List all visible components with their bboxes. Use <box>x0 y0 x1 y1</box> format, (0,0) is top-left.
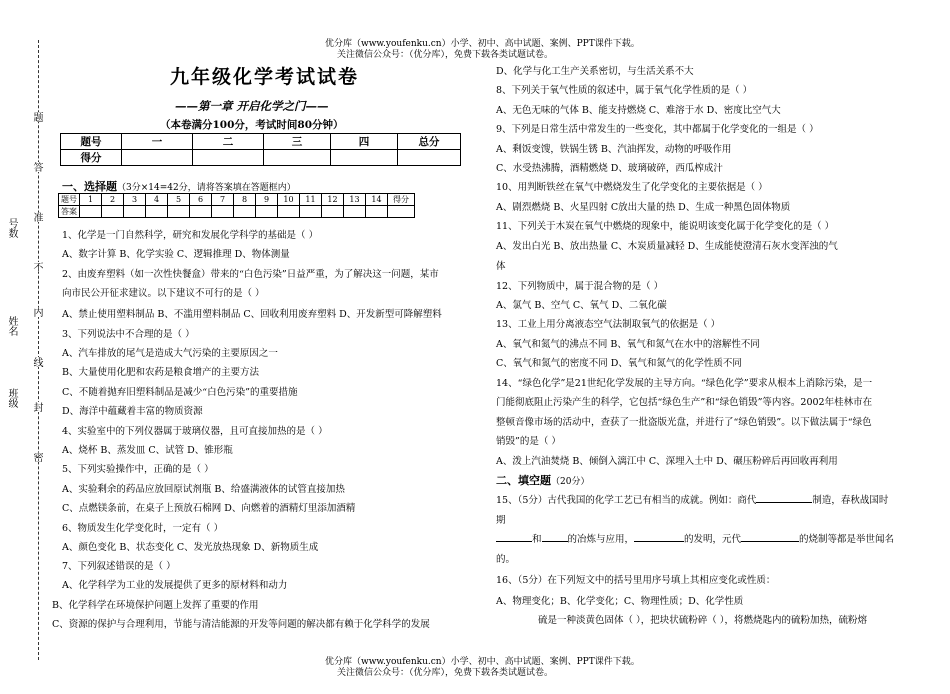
question-line: A、发出白光 B、放出热量 C、木炭质量减轻 D、生成能使澄清石灰水变浑浊的气 <box>496 241 838 252</box>
score-row-label: 得分 <box>61 150 122 166</box>
question-line: A、化学科学为工业的发展提供了更多的原材料和动力 <box>62 580 288 591</box>
page-title: 九年级化学考试试卷 <box>170 66 360 88</box>
question-line: A、汽车排放的尾气是造成大气污染的主要原因之一 <box>62 348 278 359</box>
question-line: 3、下列说法中不合理的是（ ） <box>62 329 195 340</box>
score-header-cell: 一 <box>122 134 193 150</box>
question-line: 销毁”的是（ ） <box>496 436 561 447</box>
seal-mark: 答 <box>31 162 42 172</box>
question-line: 7、下列叙述错误的是（ ） <box>62 561 176 572</box>
question-line: A、氧气和氮气的沸点不同 B、氧气和氮气在水中的溶解性不同 <box>496 339 760 350</box>
score-cell[interactable] <box>331 150 398 166</box>
question-line: 1、化学是一门自然科学，研究和发展化学科学的基础是（ ） <box>62 230 319 241</box>
question-line: A、烧杯 B、蒸发皿 C、试管 D、锥形瓶 <box>62 445 233 456</box>
seal-mark: 密 <box>31 452 42 462</box>
question-line: C、资源的保护与合理利用，节能与清洁能源的开发等问题的解决都有赖于化学科学的发展 <box>52 619 430 630</box>
answer-cell[interactable] <box>80 206 102 218</box>
question-line: 8、下列关于氧气性质的叙述中，属于氧气化学性质的是（ ） <box>496 85 753 96</box>
question-line: 5、下列实验操作中，正确的是（ ） <box>62 464 214 475</box>
question-line: D、海洋中蕴藏着丰富的物质资源 <box>62 406 203 417</box>
class-label: 班级 <box>6 388 17 408</box>
q16-line-2: A、物理变化；B、化学变化；C、物理性质；D、化学性质 <box>496 596 744 607</box>
question-line: A、剩饭变馊，铁锅生锈 B、汽油挥发，动物的呼吸作用 <box>496 144 732 155</box>
seal-mark: 不 <box>31 262 42 272</box>
answer-grid-cell: 4 <box>146 194 168 206</box>
exam-info: （本卷满分100分，考试时间80分钟） <box>160 119 344 131</box>
answer-cell[interactable] <box>322 206 344 218</box>
q15-blank-3[interactable] <box>542 532 568 542</box>
answer-grid-cell: 7 <box>212 194 234 206</box>
seal-mark: 题 <box>31 112 42 122</box>
question-line: 11、下列关于木炭在氧气中燃烧的现象中，能说明该变化属于化学变化的是（ ） <box>496 221 835 232</box>
answer-cell[interactable] <box>102 206 124 218</box>
answer-grid-cell: 11 <box>300 194 322 206</box>
student-name-label: 姓名 <box>6 316 17 336</box>
score-header-cell: 总分 <box>398 134 461 150</box>
question-line: A、实验剩余的药品应放回原试剂瓶 B、给盛满液体的试管直接加热 <box>62 484 345 495</box>
question-line: B、化学科学在环境保护问题上发挥了重要的作用 <box>52 600 259 611</box>
chapter-subtitle: ——第一章 开启化学之门—— <box>175 99 329 113</box>
section-1-note: （3分×14=42分，请将答案填在答题框内） <box>117 183 296 193</box>
answer-grid-header <box>59 194 415 206</box>
question-line: 14、“绿色化学”是21世纪化学发展的主导方向。“绿色化学”要求从根本上消除污染，是一 <box>496 378 873 389</box>
answer-cell[interactable] <box>300 206 322 218</box>
answer-grid-answer-row <box>59 206 415 218</box>
answer-grid-cell: 3 <box>124 194 146 206</box>
question-line: 向市民公开征求建议。以下建议不可行的是（ ） <box>62 288 265 299</box>
question-line: 门能彻底阻止污染产生的科学，它包括“绿色生产”和“绿色销毁”等内容。2002年桂林市在 <box>496 397 873 408</box>
answer-grid <box>58 193 415 218</box>
question-line: C、不随着抛弃旧塑料制品是减少“白色污染”的重要措施 <box>62 387 298 398</box>
answer-cell[interactable] <box>344 206 366 218</box>
question-line: A、剧烈燃烧 B、火星四射 C放出大量的热 D、生成一种黑色固体物质 <box>496 202 791 213</box>
answer-grid-cell: 12 <box>322 194 344 206</box>
answer-score-cell[interactable] <box>388 206 415 218</box>
q15-blank-1[interactable] <box>756 493 812 503</box>
question-line: C、点燃镁条前，在桌子上预放石棉网 D、向燃着的酒精灯里添加酒精 <box>62 503 356 514</box>
question-line: B、大量使用化肥和农药是粮食增产的主要方法 <box>62 367 259 378</box>
section-2-title: 二、填空题 <box>496 474 551 487</box>
section-1-heading <box>62 178 296 194</box>
seal-mark: 线 <box>31 357 42 367</box>
answer-cell[interactable] <box>168 206 190 218</box>
answer-grid-cell: 13 <box>344 194 366 206</box>
score-table-score-row <box>61 150 461 166</box>
answer-cell[interactable] <box>256 206 278 218</box>
question-line: 2、由废弃塑料（如一次性快餐盒）带来的“白色污染”日益严重，为了解决这一问题，某市 <box>62 269 439 280</box>
question-line: A、颜色变化 B、状态变化 C、发光放热现象 D、新物质生成 <box>62 542 319 553</box>
question-line: A、数字计算 B、化学实验 C、逻辑推理 D、物体测量 <box>62 249 290 260</box>
question-line: A、禁止使用塑料制品 B、不滥用塑料制品 C、回收利用废弃塑料 D、开发新型可降解塑料 <box>62 309 442 320</box>
q15-text: 制造，春秋战国时 <box>812 495 889 506</box>
q15-text: 的冶炼与应用， <box>567 534 635 545</box>
answer-grid-cell: 8 <box>234 194 256 206</box>
answer-cell[interactable] <box>234 206 256 218</box>
score-cell[interactable] <box>193 150 264 166</box>
q16-line-1: 16、（5分）在下列短文中的括号里用序号填上其相应变化或性质： <box>496 575 776 586</box>
answer-cell[interactable] <box>190 206 212 218</box>
question-line: 体 <box>496 261 506 272</box>
q16-line-3: 硫是一种淡黄色固体（ ），把块状硫粉碎（ ），将燃烧匙内的硫粉加热，硫粉熔 <box>538 615 868 626</box>
score-cell[interactable] <box>122 150 193 166</box>
answer-cell[interactable] <box>146 206 168 218</box>
q15-line-4: 的。 <box>496 554 516 565</box>
q15-text: 15、（5分）古代我国的化学工艺已有相当的成就。例如：商代 <box>496 495 757 506</box>
answer-grid-row-label: 答案 <box>59 206 80 218</box>
section-1-title: 一、选择题 <box>62 180 117 193</box>
question-line: D、化学与化工生产关系密切，与生活关系不大 <box>496 66 694 77</box>
binding-line <box>38 40 39 660</box>
answer-grid-cell: 10 <box>278 194 300 206</box>
q15-text: 的发明，元代 <box>684 534 742 545</box>
question-line: 12、下列物质中，属于混合物的是（ ） <box>496 281 664 292</box>
score-header-cell: 三 <box>264 134 331 150</box>
answer-cell[interactable] <box>212 206 234 218</box>
footer-line-2: 关注微信公众号：（优分库），免费下载各类试题试卷。 <box>337 668 554 678</box>
section-2-heading <box>496 472 589 488</box>
answer-grid-cell: 14 <box>366 194 388 206</box>
seal-mark: 封 <box>31 402 42 412</box>
question-line: 10、用判断铁丝在氧气中燃烧发生了化学变化的主要依据是（ ） <box>496 182 768 193</box>
question-line: 9、下列是日常生活中常发生的一些变化，其中都属于化学变化的一组是（ ） <box>496 124 819 135</box>
answer-cell[interactable] <box>124 206 146 218</box>
student-number-label: 号数 <box>6 218 17 238</box>
q15-text: 的烧制等都是举世闻名 <box>799 534 895 545</box>
question-line: 13、工业上用分离液态空气法制取氧气的依据是（ ） <box>496 319 721 330</box>
q15-line-2: 期 <box>496 515 506 526</box>
question-line: A、泼上汽油焚烧 B、倾倒入漓江中 C、深埋入土中 D、碾压粉碎后再回收再利用 <box>496 456 838 467</box>
question-line: A、氯气 B、空气 C、氧气 D、二氧化碳 <box>496 300 667 311</box>
q15-blank-2[interactable] <box>496 532 532 542</box>
score-table <box>60 133 461 166</box>
question-line: 4、实验室中的下列仪器属于玻璃仪器，且可直接加热的是（ ） <box>62 426 328 437</box>
score-header-cell: 四 <box>331 134 398 150</box>
question-line: A、无色无味的气体 B、能支持燃烧 C、难溶于水 D、密度比空气大 <box>496 105 781 116</box>
seal-mark: 准 <box>31 212 42 222</box>
answer-grid-cell: 5 <box>168 194 190 206</box>
question-line: C、水受热沸腾，酒精燃烧 D、玻璃破碎，西瓜榨成汁 <box>496 163 723 174</box>
answer-cell[interactable] <box>278 206 300 218</box>
score-table-header-row <box>61 134 461 150</box>
answer-grid-cell: 9 <box>256 194 278 206</box>
question-line: 6、物质发生化学变化时，一定有（ ） <box>62 523 224 534</box>
q15-text: 和 <box>532 534 542 545</box>
header-line-2: 关注微信公众号：（优分库），免费下载各类试题试卷。 <box>337 50 554 60</box>
score-header-cell: 二 <box>193 134 264 150</box>
q15-line-1 <box>496 492 888 506</box>
question-line: 整顿音像市场的活动中，查获了一批盗版光盘，并进行了“绿色销毁”。以下做法属于“绿色 <box>496 417 872 428</box>
answer-grid-cell: 1 <box>80 194 102 206</box>
answer-grid-cell: 题号 <box>59 194 80 206</box>
score-header-cell: 题号 <box>61 134 122 150</box>
footer-line-1: 优分库（www.youfenku.cn）小学、初中、高中试题、案例、PPT课件下载。 <box>325 657 640 667</box>
answer-grid-cell: 2 <box>102 194 124 206</box>
score-cell[interactable] <box>264 150 331 166</box>
seal-mark: 内 <box>31 307 42 317</box>
question-line: C、氧气和氮气的密度不同 D、氧气和氮气的化学性质不同 <box>496 358 742 369</box>
score-cell[interactable] <box>398 150 461 166</box>
section-2-note: （20分） <box>551 477 590 487</box>
q15-blank-4[interactable] <box>634 532 684 542</box>
q15-line-3 <box>496 531 894 545</box>
answer-grid-cell: 得分 <box>388 194 415 206</box>
answer-grid-cell: 6 <box>190 194 212 206</box>
q15-blank-5[interactable] <box>741 532 799 542</box>
header-line-1: 优分库（www.youfenku.cn）小学、初中、高中试题、案例、PPT课件下载。 <box>325 39 640 49</box>
answer-cell[interactable] <box>366 206 388 218</box>
